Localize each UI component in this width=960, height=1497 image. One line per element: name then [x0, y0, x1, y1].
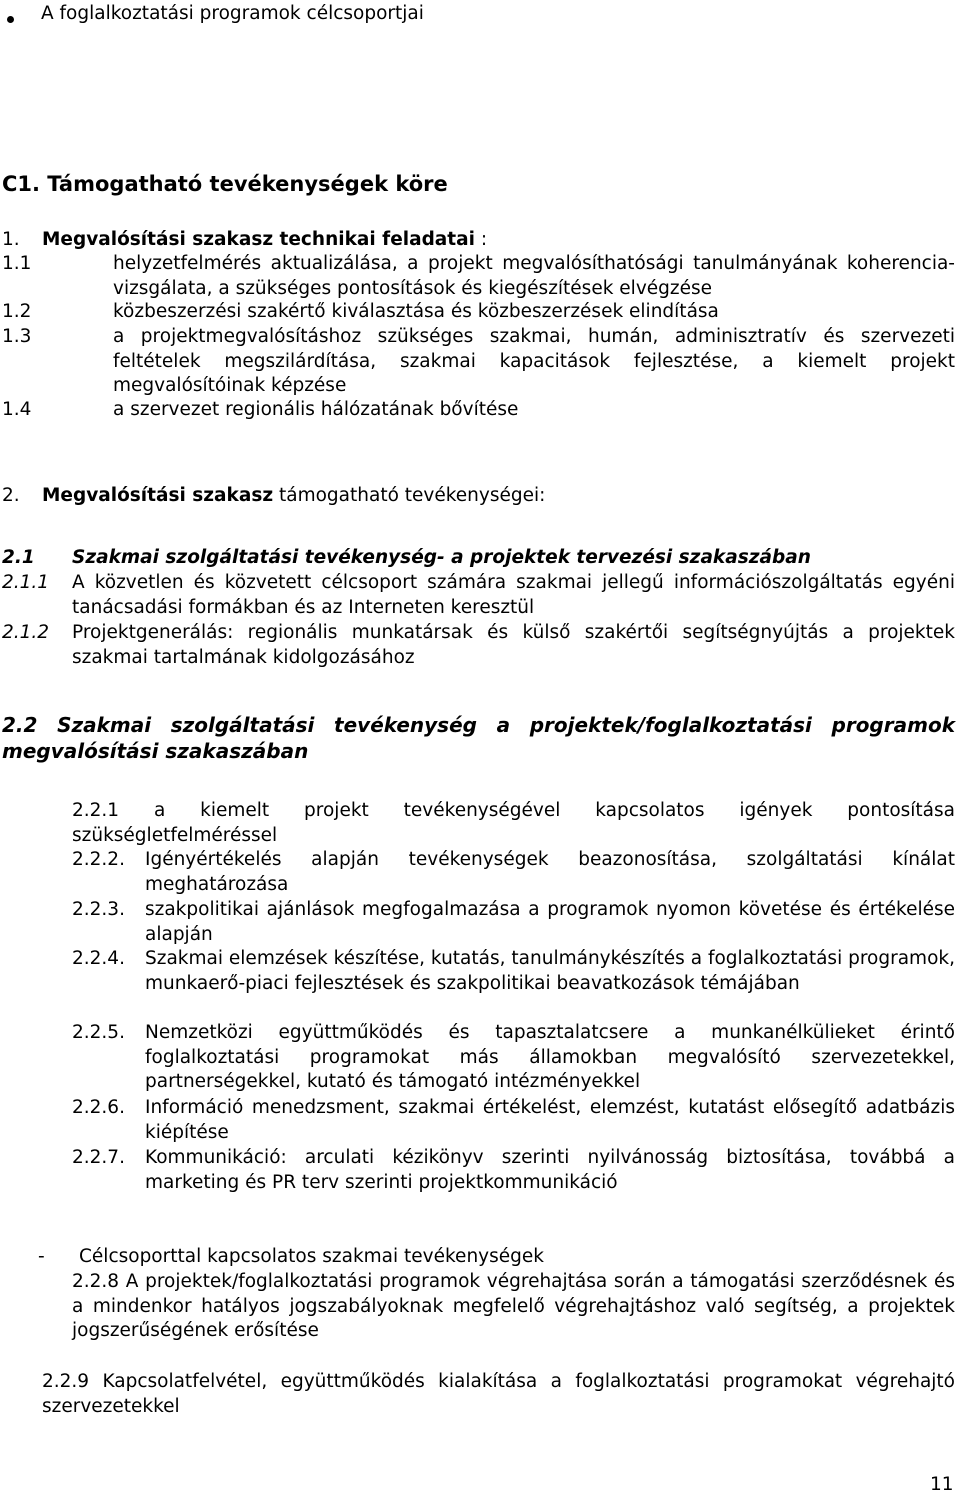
- item-2-2-3-text: szakpolitikai ajánlások megfogalmazása a programok nyomon követése és értékelése alapján: [145, 899, 955, 945]
- item-2-2-7-number: 2.2.7.: [72, 1147, 125, 1168]
- item-2-2-9-text: 2.2.9 Kapcsolatfelvétel, együttműködés kialakítása a foglalkoztatási programokat végrehajtó szervezetekkel: [42, 1371, 955, 1417]
- item-1-3-text: a projektmegvalósításhoz szükséges szakmai, humán, adminisztratív és szervezeti feltételek megszilárdítása, szakmai kapacitások fejlesztése, a kiemelt projekt megvalósítóinak képzése: [113, 326, 955, 396]
- item-1-2-number: 1.2: [2, 301, 32, 322]
- item-2-2-5-number: 2.2.5.: [72, 1022, 125, 1043]
- page-title: C1. Támogatható tevékenységek köre: [2, 172, 448, 196]
- sec22-heading: [2, 712, 955, 764]
- item-1-1-number: 1.1: [2, 253, 32, 274]
- item-2-2-6-text: Információ menedzsment, szakmai értékelést, elemzést, kutatást elősegítő adatbázis kiépítése: [145, 1097, 955, 1143]
- item-2-1-1-number: 2.1.1: [2, 572, 50, 593]
- item-2-2-5-text: Nemzetközi együttműködés és tapasztalatcsere a munkanélkülieket érintő foglalkoztatási programokat más államokban megvalósító szervezetekkel, partnerségekkel, kutató és támogató intézményekkel: [145, 1022, 955, 1092]
- item-2-1-2-number: 2.1.2: [2, 622, 50, 643]
- part2-heading-bold: Megvalósítási szakasz: [42, 485, 274, 506]
- item-2-2-2-number: 2.2.2.: [72, 849, 125, 870]
- top-bullet-item: [0, 2, 960, 28]
- item-2-2-3-number: 2.2.3.: [72, 899, 125, 920]
- sec22-title: Szakmai szolgáltatási tevékenység a projektek/foglalkoztatási programok megvalósítási szakaszában: [2, 713, 955, 763]
- item-2-2-1-text: 2.2.1 a kiemelt projekt tevékenységével kapcsolatos igények pontosítása szükségletfelméréssel: [72, 800, 955, 846]
- page-number: 11: [930, 1474, 954, 1495]
- bullet-dot-icon: [7, 16, 14, 23]
- item-2-2-4-text: Szakmai elemzések készítése, kutatás, tanulmánykészítés a foglalkoztatási programok, munkaerő-piaci fejlesztések és szakpolitikai beavatkozások témájában: [145, 948, 955, 994]
- part2-heading-rest: támogatható tevékenységei:: [273, 485, 546, 506]
- item-2-2-4-number: 2.2.4.: [72, 948, 125, 969]
- part1-heading-suffix: :: [480, 229, 488, 250]
- item-2-1-1-text: A közvetlen és közvetett célcsoport számára szakmai jellegű információszolgáltatás egyéni tanácsadási formákban és az Interneten keresztül: [72, 572, 955, 618]
- item-2-2-7-text: Kommunikáció: arculati kézikönyv szerinti nyilvánosság biztosítása, továbbá a marketing és PR terv szerinti projektkommunikáció: [145, 1147, 955, 1193]
- dash-item-text: Célcsoporttal kapcsolatos szakmai tevékenységek: [79, 1246, 544, 1267]
- sec21-number: 2.1: [2, 547, 35, 568]
- part2-heading: [42, 484, 545, 508]
- sec22-number: 2.2: [2, 713, 38, 737]
- item-1-3-number: 1.3: [2, 326, 32, 347]
- item-1-4-number: 1.4: [2, 399, 32, 420]
- item-2-2-8-text: 2.2.8 A projektek/foglalkoztatási programok végrehajtása során a támogatási szerződésnek és a mindenkor hatályos jogszabályoknak megfelelő végrehajtáshoz való segítség, a projektek jogszerűségének erősítése: [72, 1271, 955, 1341]
- item-1-1-text: helyzetfelmérés aktualizálása, a projekt megvalósíthatósági tanulmányának koherencia-vizsgálata, a szükséges pontosítások és kiegészítések elvégzése: [113, 253, 955, 299]
- part1-number: 1.: [2, 229, 20, 250]
- item-2-2-6-number: 2.2.6.: [72, 1097, 125, 1118]
- top-bullet-text: A foglalkoztatási programok célcsoportjai: [41, 3, 424, 24]
- item-1-4-text: a szervezet regionális hálózatának bővítése: [113, 399, 519, 420]
- dash-marker: -: [38, 1246, 45, 1267]
- part2-number: 2.: [2, 485, 20, 506]
- part1-heading-text: Megvalósítási szakasz technikai feladatai: [42, 229, 475, 250]
- item-2-1-2-text: Projektgenerálás: regionális munkatársak és külső szakértői segítségnyújtás a projektek szakmai tartalmának kidolgozásához: [72, 622, 955, 668]
- item-2-2-2-text: Igényértékelés alapján tevékenységek beazonosítása, szolgáltatási kínálat meghatározása: [145, 849, 955, 895]
- sec21-title: Szakmai szolgáltatási tevékenység- a projektek tervezési szakaszában: [72, 547, 811, 568]
- item-1-2-text: közbeszerzési szakértő kiválasztása és közbeszerzések elindítása: [113, 301, 719, 322]
- part1-heading: [42, 228, 487, 252]
